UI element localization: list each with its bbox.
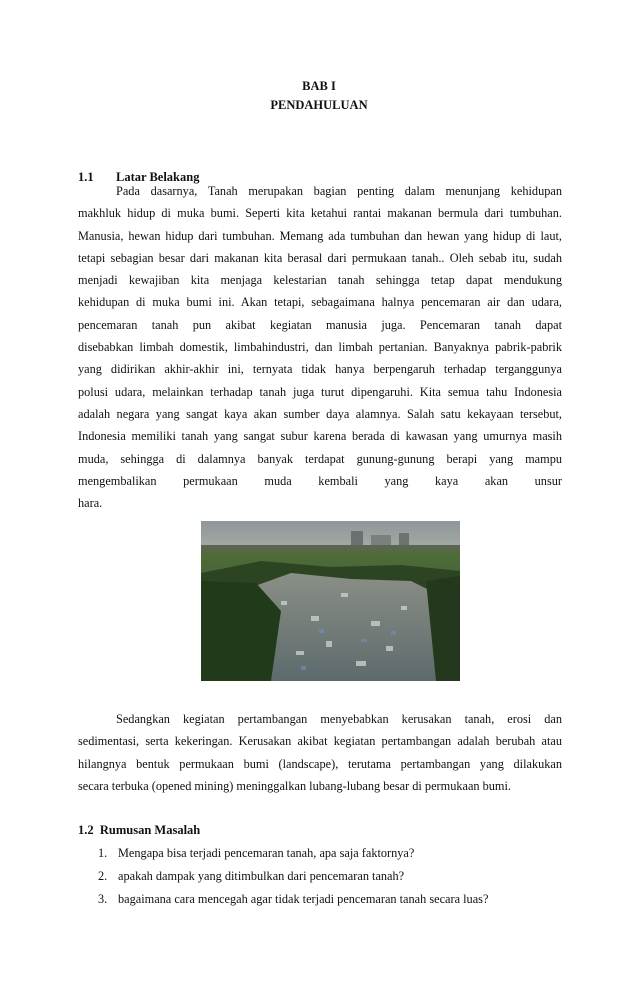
text-line: pencemaran tanah pun akibat kegiatan manusia juga. Pencemaran tanah dapat xyxy=(78,317,562,332)
text-line: Manusia, hewan hidup dari tumbuhan. Memang ada tumbuhan dan hewan yang hidup di laut, xyxy=(78,228,562,243)
text-line: kehidupan di muka bumi ini. Akan tetapi, sebagaimana halnya pencemaran air dan udara, xyxy=(78,295,562,310)
text-line: menjadi kewajiban kita menjaga kelestarian tanah sehingga tetap dapat mendukung xyxy=(78,273,562,288)
text-line: Pada dasarnya, Tanah merupakan bagian penting dalam menunjang kehidupan xyxy=(116,184,562,198)
chapter-number: BAB I xyxy=(302,79,336,93)
list-number: 3. xyxy=(98,892,108,906)
list-text: Mengapa bisa terjadi pencemaran tanah, apa saja faktornya? xyxy=(118,846,415,860)
text-line: sedimentasi, serta kekeringan. Kerusakan akibat kegiatan pertambangan adalah berubah atau xyxy=(78,734,562,749)
section-number: 1.2 xyxy=(78,823,94,837)
text-line: polusi udara, melainkan terhadap tanah juga turut dipengaruhi. Kita semua tahu Indonesia xyxy=(78,384,562,399)
section-number: 1.1 xyxy=(78,170,94,184)
text-line: tetapi sebagian besar dari makanan kita berasal dari permukaan tanah.. Oleh sebab itu, sudah xyxy=(78,250,562,265)
text-line: hara. xyxy=(78,496,103,511)
list-item xyxy=(78,892,488,915)
list-item xyxy=(78,869,488,892)
text-line: hilangnya bentuk permukaan bumi (landscape), terutama pertambangan yang dilakukan xyxy=(78,756,562,771)
list-text: apakah dampak yang ditimbulkan dari pencemaran tanah? xyxy=(118,869,405,883)
text-line: mengembalikan permukaan muda kembali yang kaya akan unsur xyxy=(78,473,562,488)
paragraph-background xyxy=(78,180,562,514)
list-number: 1. xyxy=(98,846,108,860)
section-title: Rumusan Masalah xyxy=(99,823,201,837)
problem-list xyxy=(78,846,488,915)
text-line: muda, sehingga di dalamnya banyak terdapat gunung-gunung berapi yang mampu xyxy=(78,451,562,466)
paragraph-background xyxy=(78,708,562,797)
text-line: yang didirikan akhir-akhir ini, ternyata tidak hanya berpengaruh terhadap terganggunya xyxy=(78,362,562,377)
section-heading-problem xyxy=(78,823,200,838)
chapter-title: PENDAHULUAN xyxy=(270,98,368,112)
section-title: Latar Belakang xyxy=(116,170,200,184)
text-line: adalah negara yang sangat kaya akan sumber daya alamnya. Salah satu kekayaan tersebut, xyxy=(78,406,562,421)
text-line: Sedangkan kegiatan pertambangan menyebabkan kerusakan tanah, erosi dan xyxy=(116,712,562,726)
list-item xyxy=(78,846,488,869)
polluted-land-photo xyxy=(201,521,460,681)
text-line: makhluk hidup di muka bumi. Seperti kita ketahui rantai makanan bermula dari tumbuhan. xyxy=(78,206,562,221)
text-line: secara terbuka (opened mining) meninggalkan lubang-lubang besar di permukaan bumi. xyxy=(78,778,511,793)
text-line: Indonesia memiliki tanah yang sangat subur karena berada di kawasan yang umurnya masih xyxy=(78,429,562,444)
text-line: disebabkan limbah domestik, limbahindustri, dan limbah pertanian. Banyaknya pabrik-pabrik xyxy=(78,340,562,355)
list-text: bagaimana cara mencegah agar tidak terjadi pencemaran tanah secara luas? xyxy=(118,892,489,906)
list-number: 2. xyxy=(98,869,108,883)
